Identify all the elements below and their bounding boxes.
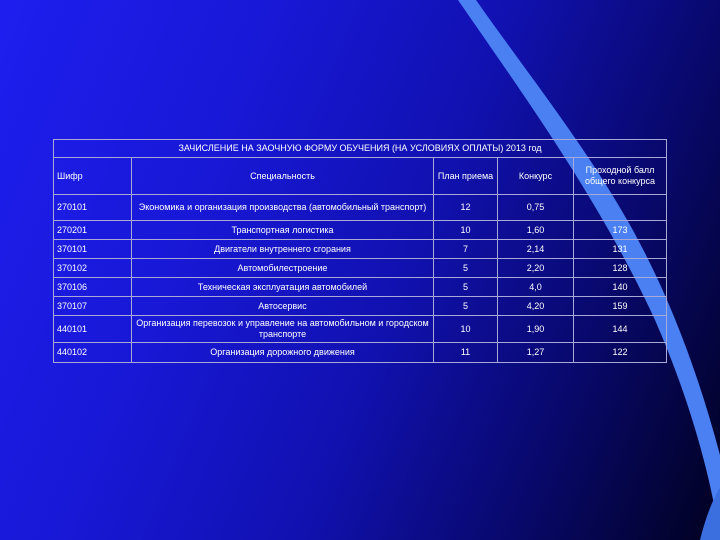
row-specialty: Экономика и организация производства (автомобильный транспорт): [132, 195, 434, 221]
table-row: [54, 240, 667, 259]
header-passing-score: Проходной балл общего конкурса: [574, 158, 667, 195]
table-title: ЗАЧИСЛЕНИЕ НА ЗАОЧНУЮ ФОРМУ ОБУЧЕНИЯ (НА УСЛОВИЯХ ОПЛАТЫ) 2013 год: [54, 140, 667, 158]
row-code: 370107: [54, 297, 132, 316]
row-competition: 1,60: [498, 221, 574, 240]
table-row: [54, 195, 667, 221]
row-score: 128: [574, 259, 667, 278]
row-plan: 11: [434, 343, 498, 363]
row-specialty: Транспортная логистика: [132, 221, 434, 240]
row-specialty: Организация дорожного движения: [132, 343, 434, 363]
row-specialty: Автосервис: [132, 297, 434, 316]
table-row: [54, 343, 667, 363]
row-plan: 10: [434, 221, 498, 240]
row-competition: 2,20: [498, 259, 574, 278]
header-plan: План приема: [434, 158, 498, 195]
row-competition: 4,0: [498, 278, 574, 297]
row-code: 440102: [54, 343, 132, 363]
row-score: 122: [574, 343, 667, 363]
swoosh-edge: [700, 488, 720, 540]
row-code: 440101: [54, 316, 132, 343]
table-row: [54, 221, 667, 240]
row-score: 144: [574, 316, 667, 343]
row-code: 370101: [54, 240, 132, 259]
row-competition: 1,27: [498, 343, 574, 363]
row-specialty: Организация перевозок и управление на автомобильном и городском транспорте: [132, 316, 434, 343]
table-row: [54, 278, 667, 297]
table-row: [54, 297, 667, 316]
table-row: [54, 316, 667, 343]
row-specialty: Автомобилестроение: [132, 259, 434, 278]
table-header-row: [54, 158, 667, 195]
row-specialty: Двигатели внутреннего сгорания: [132, 240, 434, 259]
row-competition: 0,75: [498, 195, 574, 221]
row-code: 370102: [54, 259, 132, 278]
row-code: 270101: [54, 195, 132, 221]
row-plan: 5: [434, 259, 498, 278]
row-competition: 4,20: [498, 297, 574, 316]
row-plan: 5: [434, 297, 498, 316]
row-plan: 7: [434, 240, 498, 259]
row-score: 159: [574, 297, 667, 316]
table-row: [54, 259, 667, 278]
row-competition: 1,90: [498, 316, 574, 343]
header-specialty: Специальность: [132, 158, 434, 195]
row-score: 131: [574, 240, 667, 259]
row-score: 173: [574, 221, 667, 240]
header-competition: Конкурс: [498, 158, 574, 195]
row-plan: 12: [434, 195, 498, 221]
row-code: 270201: [54, 221, 132, 240]
row-plan: 5: [434, 278, 498, 297]
row-code: 370106: [54, 278, 132, 297]
row-competition: 2,14: [498, 240, 574, 259]
row-score: [574, 195, 667, 221]
header-code: Шифр: [54, 158, 132, 195]
row-plan: 10: [434, 316, 498, 343]
row-score: 140: [574, 278, 667, 297]
row-specialty: Техническая эксплуатация автомобилей: [132, 278, 434, 297]
table-title-row: [54, 140, 667, 158]
admission-table: [53, 139, 667, 363]
